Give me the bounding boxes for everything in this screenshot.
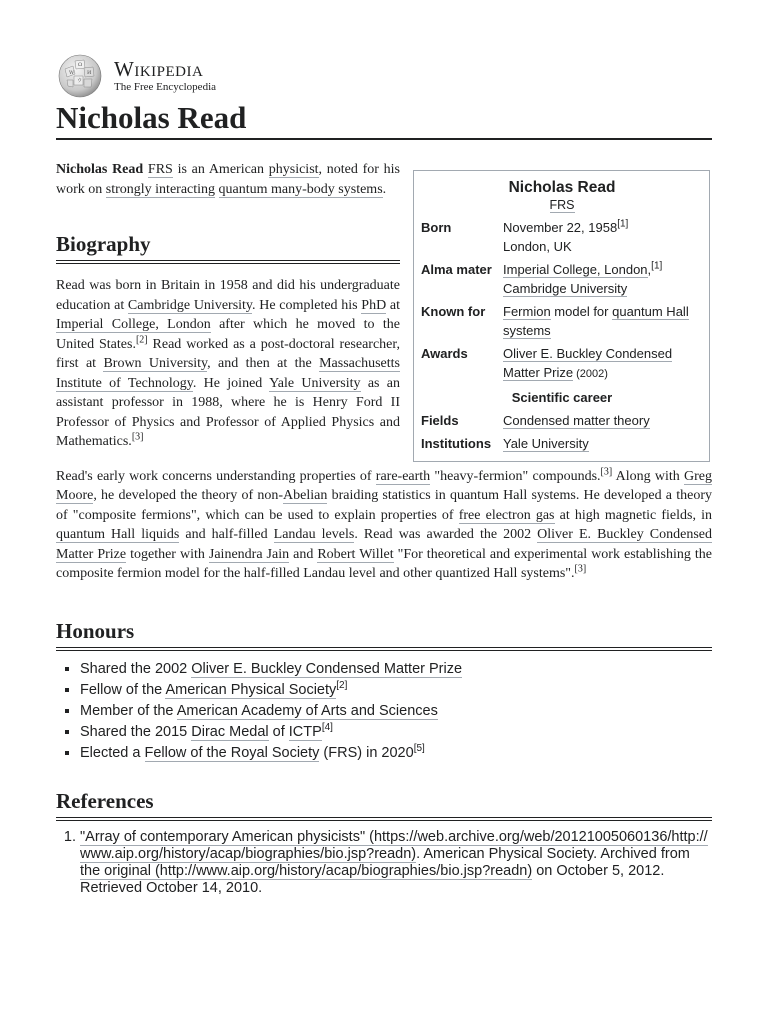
text: , noted for his work on [56,162,400,197]
infobox-label: Known for [421,304,486,319]
text: , he developed the theory of non- [93,488,284,503]
aps-link[interactable]: American Physical Society [165,681,337,698]
svg-text:W: W [69,70,75,76]
text: and [289,546,318,562]
landau-levels-link[interactable]: Landau levels [273,527,355,542]
quantum-hall-liquids-link[interactable]: quantum Hall liquids [56,527,180,542]
text: Read's early work concerns understanding properties of [56,468,376,484]
text: as an assistant professor in 1988, where he is Henry Ford II Professor of Physics and Professor of Applied Physics and Mathematics. [56,375,400,449]
ref-link[interactable]: [3] [131,431,144,443]
reference-item [80,829,712,897]
dirac-medal-link[interactable]: Dirac Medal [191,723,269,740]
infobox-label: Alma mater [421,262,492,277]
text: after which he moved to the United States. [56,317,400,352]
page-title: Nicholas Read [56,100,712,140]
svg-text:И: И [87,70,92,76]
buckley-prize-link[interactable]: Oliver E. Buckley Condensed Matter Prize [56,527,712,562]
text: Read was born in Britain in 1958 and did his undergraduate education at [56,278,400,313]
rare-earth-link[interactable]: rare-earth [375,468,431,484]
text: Fellow of the [80,681,166,698]
infobox-row-alma-mater [421,258,703,300]
text: Shared the 2002 [80,660,192,677]
text: braiding statistics in quantum Hall systems. He developed a theory of "composite fermions", which can be used to explain properties of [56,488,712,523]
buckley-prize-link[interactable]: Oliver E. Buckley Condensed Matter Prize [503,346,673,380]
text: Member of the [80,702,177,719]
infobox [413,170,710,462]
physicist-link[interactable]: physicist [268,162,319,177]
svg-text:Ω: Ω [78,62,83,68]
text: at [386,297,401,313]
royal-society-link[interactable]: Fellow of the Royal Society [144,744,320,761]
lead-section [56,160,712,452]
list-item [80,701,712,722]
honours-heading: Honours [56,618,712,651]
research-paragraph [56,467,712,584]
lead-column [56,160,400,452]
condensed-matter-link[interactable]: Condensed matter theory [503,413,650,428]
ref-link[interactable]: [4] [321,721,333,733]
text: . He joined [192,375,270,391]
text: of [268,723,289,740]
list-item [80,722,712,743]
honours-list [56,659,712,764]
infobox-label: Born [421,220,452,235]
text: together with [126,546,209,562]
text: and half-filled [179,527,274,542]
abelian-link[interactable]: Abelian [283,488,328,503]
imperial-college-link[interactable]: Imperial College, London [503,262,648,277]
free-electron-gas-link[interactable]: free electron gas [458,507,555,523]
infobox-section-row [421,386,703,409]
ictp-link[interactable]: ICTP [288,723,322,740]
quantum-hall-link[interactable]: quantum Hall systems [503,304,689,338]
article [56,52,712,897]
subject-name: Nicholas Read [56,162,144,177]
text: Read worked as a post-doctoral researcher, first at [56,336,400,371]
text: . American Physical Society. Archived from [416,845,690,862]
infobox-row-institutions [421,432,703,455]
references-heading: References [56,788,712,821]
ref-link[interactable]: [5] [413,742,425,754]
text: . He completed his [252,297,362,313]
text: at high magnetic fields, in [554,507,712,523]
born-place: London, UK [503,239,572,254]
phd-link[interactable]: PhD [361,297,387,313]
ref-link[interactable]: [3] [574,563,587,575]
text: Shared the 2015 [80,723,192,740]
fermion-link[interactable]: Fermion [503,304,551,319]
list-item [80,659,712,680]
punct: , [647,262,652,277]
buckley-prize-link[interactable]: Oliver E. Buckley Condensed Matter Prize [191,660,463,677]
lead-paragraph [56,160,400,199]
aaas-link[interactable]: American Academy of Arts and Sciences [176,702,438,719]
text: "For theoretical and experimental work establishing the composite fermion model for the half-filled Landau level and other quantized Hall systems". [56,546,712,581]
ref-link[interactable]: [3] [600,465,613,477]
yale-university-link[interactable]: Yale University [269,375,361,391]
list-item [80,743,712,764]
robert-willet-link[interactable]: Robert Willet [317,546,394,562]
jainendra-jain-link[interactable]: Jainendra Jain [208,546,290,562]
ref-link[interactable]: [1] [651,260,663,272]
infobox-row-awards [421,342,703,386]
reference-archive-link[interactable]: "Array of contemporary American physicists" (https://web.archive.org/web/20121005060136/http://www.aip.org/history/acap/biographies/bio.jsp?readn) [80,828,708,862]
quantum-many-body-link[interactable]: quantum many-body systems [218,181,383,197]
biography-heading: Biography [56,231,400,264]
text: is an American [172,162,269,177]
infobox-label: Awards [421,346,468,361]
infobox-row-fields [421,409,703,432]
infobox-title: Nicholas Read [508,179,616,196]
ref-link[interactable]: [2] [336,679,348,691]
mit-link[interactable]: Massachusetts Institute of Technology [56,356,400,391]
site-header [56,52,712,100]
text: , and then at the [207,356,320,371]
svg-text:ウ: ウ [77,78,83,84]
wordmark-title: Wikipedia [114,57,204,81]
ref-link[interactable]: [2] [135,333,148,345]
frs-link[interactable]: FRS [147,162,173,177]
award-year: (2002) [573,368,608,380]
infobox-section-heading: Scientific career [511,390,613,405]
biography-paragraph [56,276,400,452]
list-item [80,680,712,701]
text: . [382,181,387,197]
text: on October 5, 2012. Retrieved October 14, 2010. [80,862,665,896]
brown-university-link[interactable]: Brown University [103,356,208,371]
text: (FRS) in 2020 [319,744,414,761]
wikipedia-globe-icon [56,52,104,100]
wordmark[interactable] [114,59,216,93]
infobox-row-born [421,216,703,258]
infobox-table [421,216,703,455]
text: model for [550,304,613,319]
cambridge-link[interactable]: Cambridge University [503,281,628,296]
infobox-label: Fields [421,413,459,428]
infobox-row-known-for [421,300,703,342]
infobox-label: Institutions [421,436,492,451]
wordmark-tagline: The Free Encyclopedia [114,81,217,93]
greg-moore-link[interactable]: Greg Moore [56,468,712,503]
text: . Read was awarded the 2002 [354,527,538,542]
text: Along with [612,468,684,484]
cambridge-university-link[interactable]: Cambridge University [127,297,253,313]
yale-link[interactable]: Yale University [503,436,589,451]
reference-original-link[interactable]: the original (http://www.aip.org/history/acap/biographies/bio.jsp?readn) [80,862,533,879]
text: "heavy-fermion" compounds. [430,468,601,484]
text: Elected a [80,744,145,761]
ref-link[interactable]: [1] [617,218,629,230]
strongly-interacting-link[interactable]: strongly interacting [105,181,216,197]
born-date: November 22, 1958 [503,220,618,235]
references-list [56,829,712,897]
infobox-frs-link[interactable]: FRS [549,198,575,212]
imperial-college-link[interactable]: Imperial College, London [56,317,211,332]
